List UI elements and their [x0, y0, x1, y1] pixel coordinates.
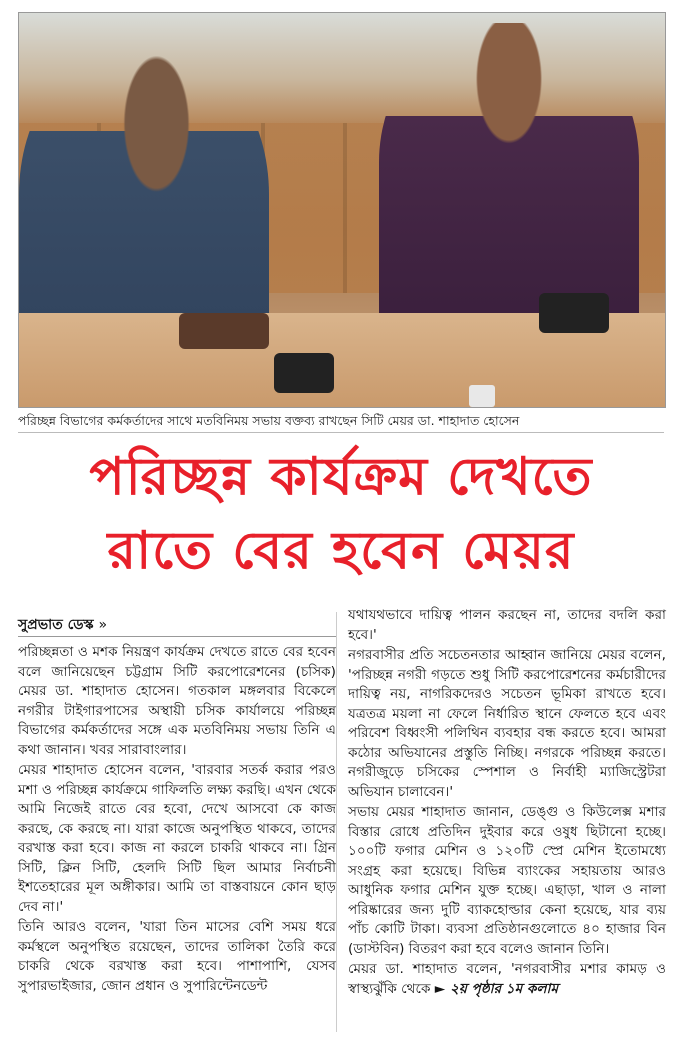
article-column-right: [348, 606, 666, 1000]
paragraph: যথাযথভাবে দায়িত্ব পালন করছেন না, তাদের বদলি করা হবে।': [348, 607, 666, 643]
paragraph-last: [348, 960, 666, 999]
news-photo: [18, 12, 666, 408]
headline-line-1: পরিচ্ছন্ন কার্যক্রম দেখতে: [89, 447, 593, 507]
photo-microphone-right: [539, 293, 609, 333]
photo-cup: [469, 385, 495, 407]
paragraph: সভায় মেয়র শাহাদাত জানান, ডেঙ্গু ও কিউলেক্স মশার বিস্তার রোধে প্রতিদিন দুইবার করে ওষুধ ছিটানো হচ্ছে। ১০০টি ফগার মেশিন ও ১২০টি স্প্রে মেশিন ইতোমধ্যে সংগ্রহ করা হয়েছে। বিভিন্ন ব্যাংকের সহায়তায় আরও আধুনিক ফগার মেশিন যুক্ত হচ্ছে। এছাড়া, খাল ও নালা পরিষ্কারের জন্য দুটি ব্যাকহোল্ডার কেনা হয়েছে, যার ব্যয় পাঁচ কোটি টাকা। ব্যবসা প্রতিষ্ঠানগুলোতে ৪০ হাজার বিন (ডাস্টবিন) বিতরণ করা হবে বলেও জানান তিনি।: [348, 804, 666, 957]
photo-caption: পরিচ্ছন্ন বিভাগের কর্মকর্তাদের সাথে মতবিনিময় সভায় বক্তব্য রাখছেন সিটি মেয়র ডা. শাহাদাত হোসেন: [18, 410, 664, 433]
photo-microphone-left: [274, 353, 334, 393]
paragraph: নগরবাসীর প্রতি সচেতনতার আহ্বান জানিয়ে মেয়র বলেন, 'পরিচ্ছন্ন নগরী গড়তে শুধু সিটি করপোরেশনের কর্মচারীদের দায়িত্ব নয়, নাগরিকদেরও সচেতন ভূমিকা রাখতে হবে। যত্রতত্র ময়লা না ফেলে নির্ধারিত স্থানে ফেলতে হবে এবং পরিবেশ বিধ্বংসী পলিথিন ব্যবহার বন্ধ করতে হবে। আমরা কঠোর অভিযানের প্রস্তুতি নিচ্ছি। নগরকে পরিচ্ছন্ন করতে। নগরীজুড়ে চসিকের স্পেশাল ও নির্বাহী ম্যাজিস্ট্রেটরা অভিযান চালাবেন।': [348, 647, 666, 800]
paragraph: তিনি আরও বলেন, 'যারা তিন মাসের বেশি সময় ধরে কর্মস্থলে অনুপস্থিত রয়েছেন, তাদের তালিকা তৈরি করে চাকরি থেকে বরখাস্ত করা হবে। পাশাপাশি, যেসব সুপারভাইজার, জোন প্রধান ও সুপারিন্টেনডেন্ট: [18, 919, 336, 994]
article-column-left: [18, 614, 336, 997]
photo-wallet: [179, 313, 269, 349]
column-divider: [336, 612, 337, 1032]
paragraph: পরিচ্ছন্নতা ও মশক নিয়ন্ত্রণ কার্যক্রম দেখতে রাতে বের হবেন বলে জানিয়েছেন চট্টগ্রাম সিটি করপোরেশনের (চসিক) মেয়র ডা. শাহাদাত হোসেন। গতকাল মঙ্গলবার বিকেলে নগরীর টাইগারপাসের অস্থায়ী চসিক কার্যালয়ে পরিচ্ছন্ন বিভাগের কর্মকর্তাদের সঙ্গে এক মতবিনিময় সভায় তিনি এ কথা জানান। খবর সারাবাংলার।: [18, 644, 336, 758]
headline: [18, 440, 664, 588]
photo-mayor-figure: [379, 23, 639, 333]
paragraph: মেয়র শাহাদাত হোসেন বলেন, 'বারবার সতর্ক করার পরও মশা ও পরিচ্ছন্ন কার্যক্রমে গাফিলতি লক্ষ্য করছি। এখন থেকে আমি নিজেই রাতে বের হবো, দেখে আসবো কে কাজ করছে, কে করছে না। যারা কাজে অনুপস্থিত থাকবে, তাদের বরখাস্ত করা হবে। কাজ না করলে চাকরি থাকবে না। গ্রিন সিটি, ক্লিন সিটি, হেলদি সিটি ছিল আমার নির্বাচনী ইশতেহারের মূল অঙ্গীকার। আমি তা বাস্তবায়নে কোন ছাড় দেব না।': [18, 762, 336, 915]
paragraph-text: মেয়র ডা. শাহাদাত বলেন, 'নগরবাসীর মশার কামড় ও স্বাস্থ্যঝুঁকি থেকে: [348, 961, 666, 997]
byline: [18, 614, 336, 637]
byline-arrow-icon: »: [98, 617, 108, 633]
headline-line-2: রাতে বের হবেন মেয়র: [107, 521, 575, 581]
byline-name: সুপ্রভাত ডেস্ক: [18, 617, 94, 633]
continuation-link[interactable]: ► ২য় পৃষ্ঠার ১ম কলাম: [434, 980, 559, 997]
